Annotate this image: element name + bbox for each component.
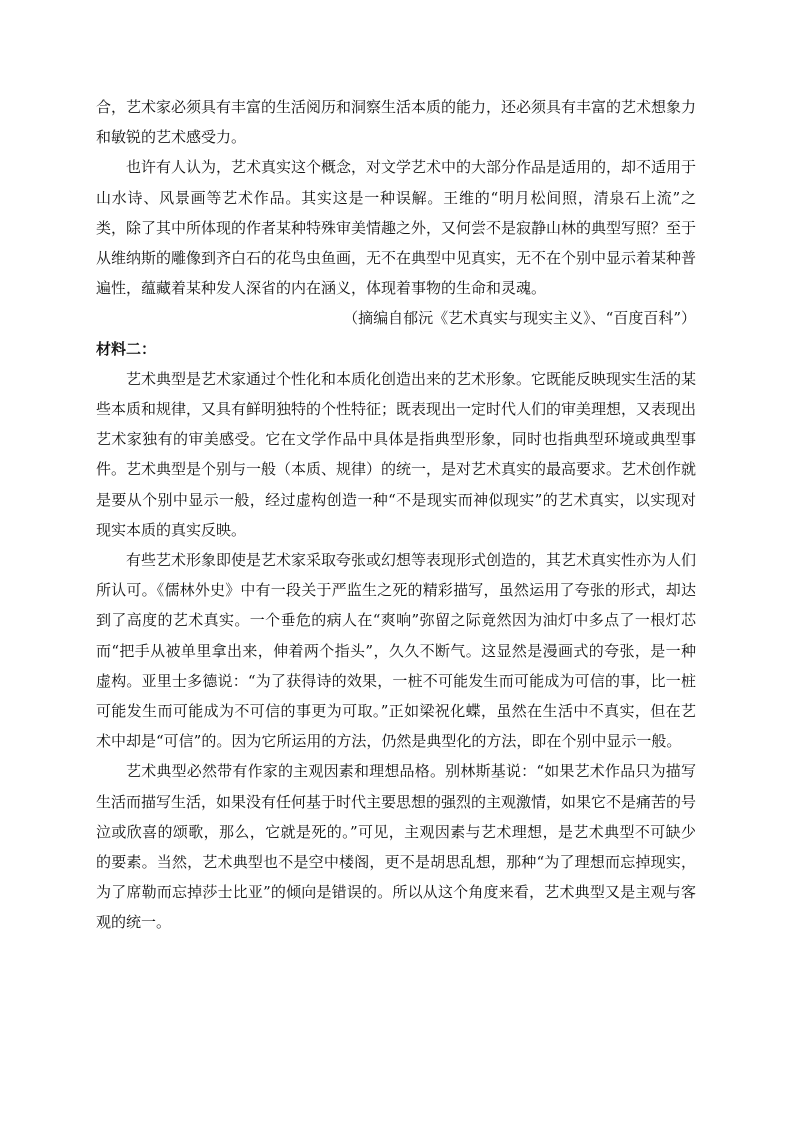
paragraph-subjective-factors: 艺术典型必然带有作家的主观因素和理想品格。别林斯基说：“如果艺术作品只为描写生活而描写生活，如果没有任何基于时代主要思想的强烈的主观激情，如果它不是痛苦的号泣或欣喜的颂歌，那么，它就是死的。”可见，主观因素与艺术理想，是艺术典型不可缺少的要素。当然，艺术典型也不是空中楼阁，更不是胡思乱想，那种“为了理想而忘掉现实，为了席勒而忘掉莎士比亚”的倾向是错误的。所以从这个角度来看，艺术典型又是主观与客观的统一。 xyxy=(96,762,697,932)
source-citation: （摘编自郁沅《艺术真实与现实主义》、“百度百科”） xyxy=(343,309,696,328)
paragraph-artistic-truth-scope: 也许有人认为，艺术真实这个概念，对文学艺术中的大部分作品是适用的，却不适用于山水诗、风景画等艺术作品。其实这是一种误解。王维的“明月松间照，清泉石上流”之类，除了其中所体现的作者某种特殊审美情趣之外，又何尝不是寂静山林的典型写照？至于从维纳斯的雕像到齐白石的花鸟虫鱼画，无不在典型中见真实，无不在个别中显示着某种普遍性，蕴藏着某种发人深省的内在涵义，体现着事物的生命和灵魂。 xyxy=(96,158,697,298)
paragraph-exaggeration-example: 有些艺术形象即使是艺术家采取夸张或幻想等表现形式创造的，其艺术真实性亦为人们所认可。《儒林外史》中有一段关于严监生之死的精彩描写，虽然运用了夸张的形式，却达到了高度的艺术真实。一个垂危的病人在“爽响”弥留之际竟然因为油灯中多点了一根灯芯而“把手从被单里拿出来，伸着两个指头”，久久不断气。这显然是漫画式的夸张，是一种虚构。亚里士多德说：“为了获得诗的效果，一桩不可能发生而可能成为可信的事，比一桩可能发生而可能成为不可信的事更为可取。”正如梁祝化蝶，虽然在生活中不真实，但在艺术中却是“可信”的。因为它所运用的方法，仍然是典型化的方法，即在个别中显示一般。 xyxy=(96,551,697,751)
section-title-material-two: 材料二： xyxy=(96,339,157,358)
paragraph-continuation: 合，艺术家必须具有丰富的生活阅历和洞察生活本质的能力，还必须具有丰富的艺术想象力和敏锐的艺术感受力。 xyxy=(96,98,697,147)
document-page xyxy=(96,92,696,938)
paragraph-artistic-typicality: 艺术典型是艺术家通过个性化和本质化创造出来的艺术形象。它既能反映现实生活的某些本质和规律，又具有鲜明独特的个性特征；既表现出一定时代人们的审美理想，又表现出艺术家独有的审美感受。它在文学作品中具体是指典型形象，同时也指典型环境或典型事件。艺术典型是个别与一般（本质、规律）的统一，是对艺术真实的最高要求。艺术创作就是要从个别中显示一般，经过虚构创造一种“不是现实而神似现实”的艺术真实，以实现对现实本质的真实反映。 xyxy=(96,369,697,539)
